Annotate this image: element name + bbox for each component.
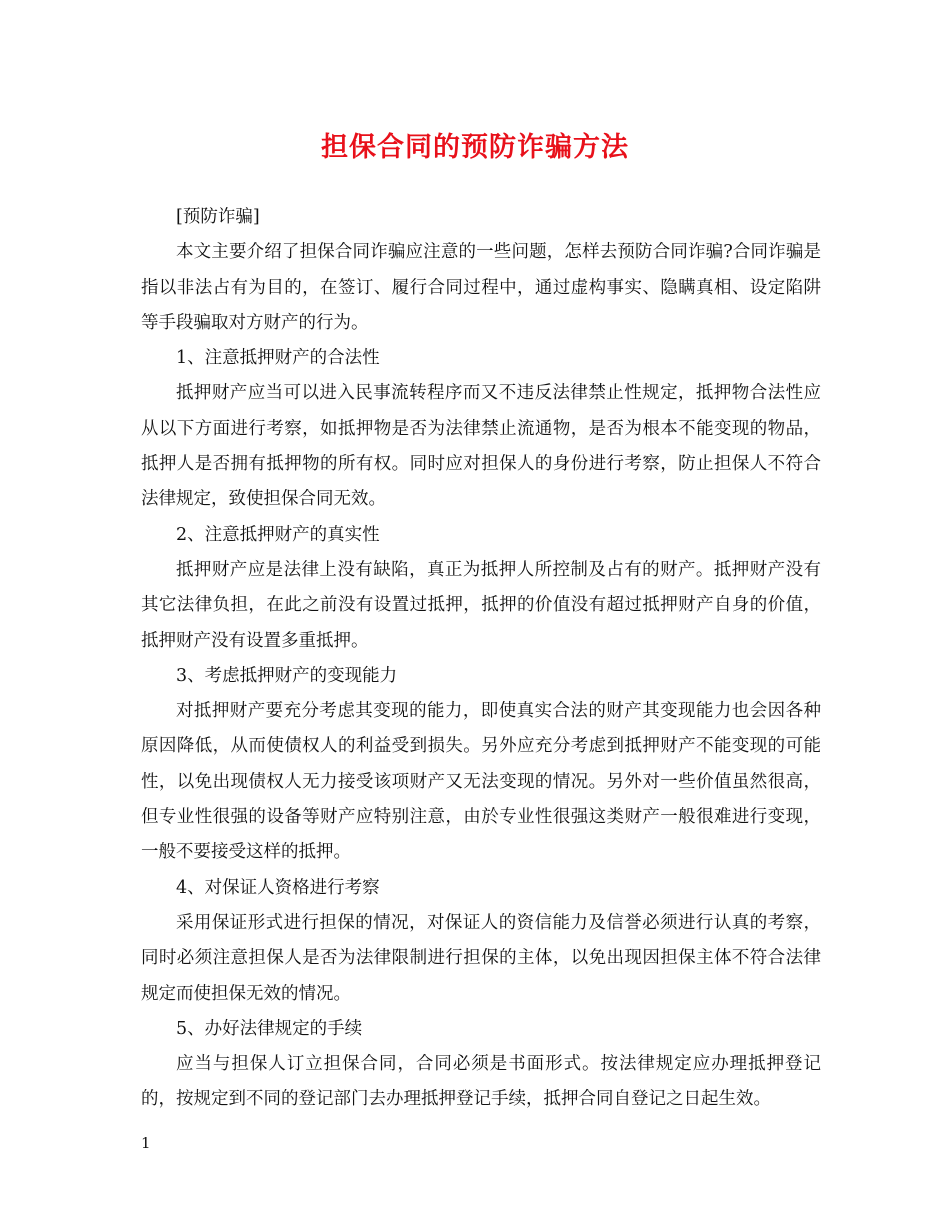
section-paragraph-3: 对抵押财产要充分考虑其变现的能力，即使真实合法的财产其变现能力也会因各种原因降低，从而使债权人的利益受到损失。另外应充分考虑到抵押财产不能变现的可能性，以免出现债权人无力接受该项财产又无法变现的情况。另外对一些价值虽然很高，但专业性很强的设备等财产应特别注意，由於专业性很强这类财产一般很难进行变现，一般不要接受这样的抵押。 <box>141 701 821 863</box>
section-paragraph-5: 应当与担保人订立担保合同，合同必须是书面形式。按法律规定应办理抵押登记的，按规定到不同的登记部门去办理抵押登记手续，抵押合同自登记之日起生效。 <box>141 1054 821 1110</box>
section-paragraph-4: 采用保证形式进行担保的情况，对保证人的资信能力及信誉必须进行认真的考察，同时必须注意担保人是否为法律限制进行担保的主体，以免出现因担保主体不符合法律规定而使担保无效的情况。 <box>141 912 821 1004</box>
section-paragraph-1: 抵押财产应当可以进入民事流转程序而又不违反法律禁止性规定，抵押物合法性应从以下方面进行考察，如抵押物是否为法律禁止流通物，是否为根本不能变现的物品，抵押人是否拥有抵押物的所有权。同时应对担保人的身份进行考察，防止担保人不符合法律规定，致使担保合同无效。 <box>141 383 821 510</box>
section-heading-3: 3、考虑抵押财产的变现能力 <box>176 665 398 686</box>
tag-paragraph: [预防诈骗] <box>176 207 260 227</box>
intro-paragraph: 本文主要介绍了担保合同诈骗应注意的一些问题，怎样去预防合同诈骗?合同诈骗是指以非法占有为目的，在签订、履行合同过程中，通过虚构事实、隐瞒真相、设定陷阱等手段骗取对方财产的行为。 <box>141 242 821 333</box>
section-heading-4: 4、对保证人资格进行考察 <box>176 877 380 898</box>
section-paragraph-2: 抵押财产应是法律上没有缺陷，真正为抵押人所控制及占有的财产。抵押财产没有其它法律负担，在此之前没有设置过抵押，抵押的价值没有超过抵押财产自身的价值，抵押财产没有设置多重抵押。 <box>141 559 821 651</box>
page-number: 1 <box>141 1134 151 1152</box>
section-heading-1: 1、注意抵押财产的合法性 <box>176 348 380 369</box>
document-title: 担保合同的预防诈骗方法 <box>321 132 629 163</box>
document-body <box>141 200 821 1118</box>
section-heading-2: 2、注意抵押财产的真实性 <box>176 524 380 545</box>
section-heading-5: 5、办好法律规定的手续 <box>176 1018 363 1039</box>
